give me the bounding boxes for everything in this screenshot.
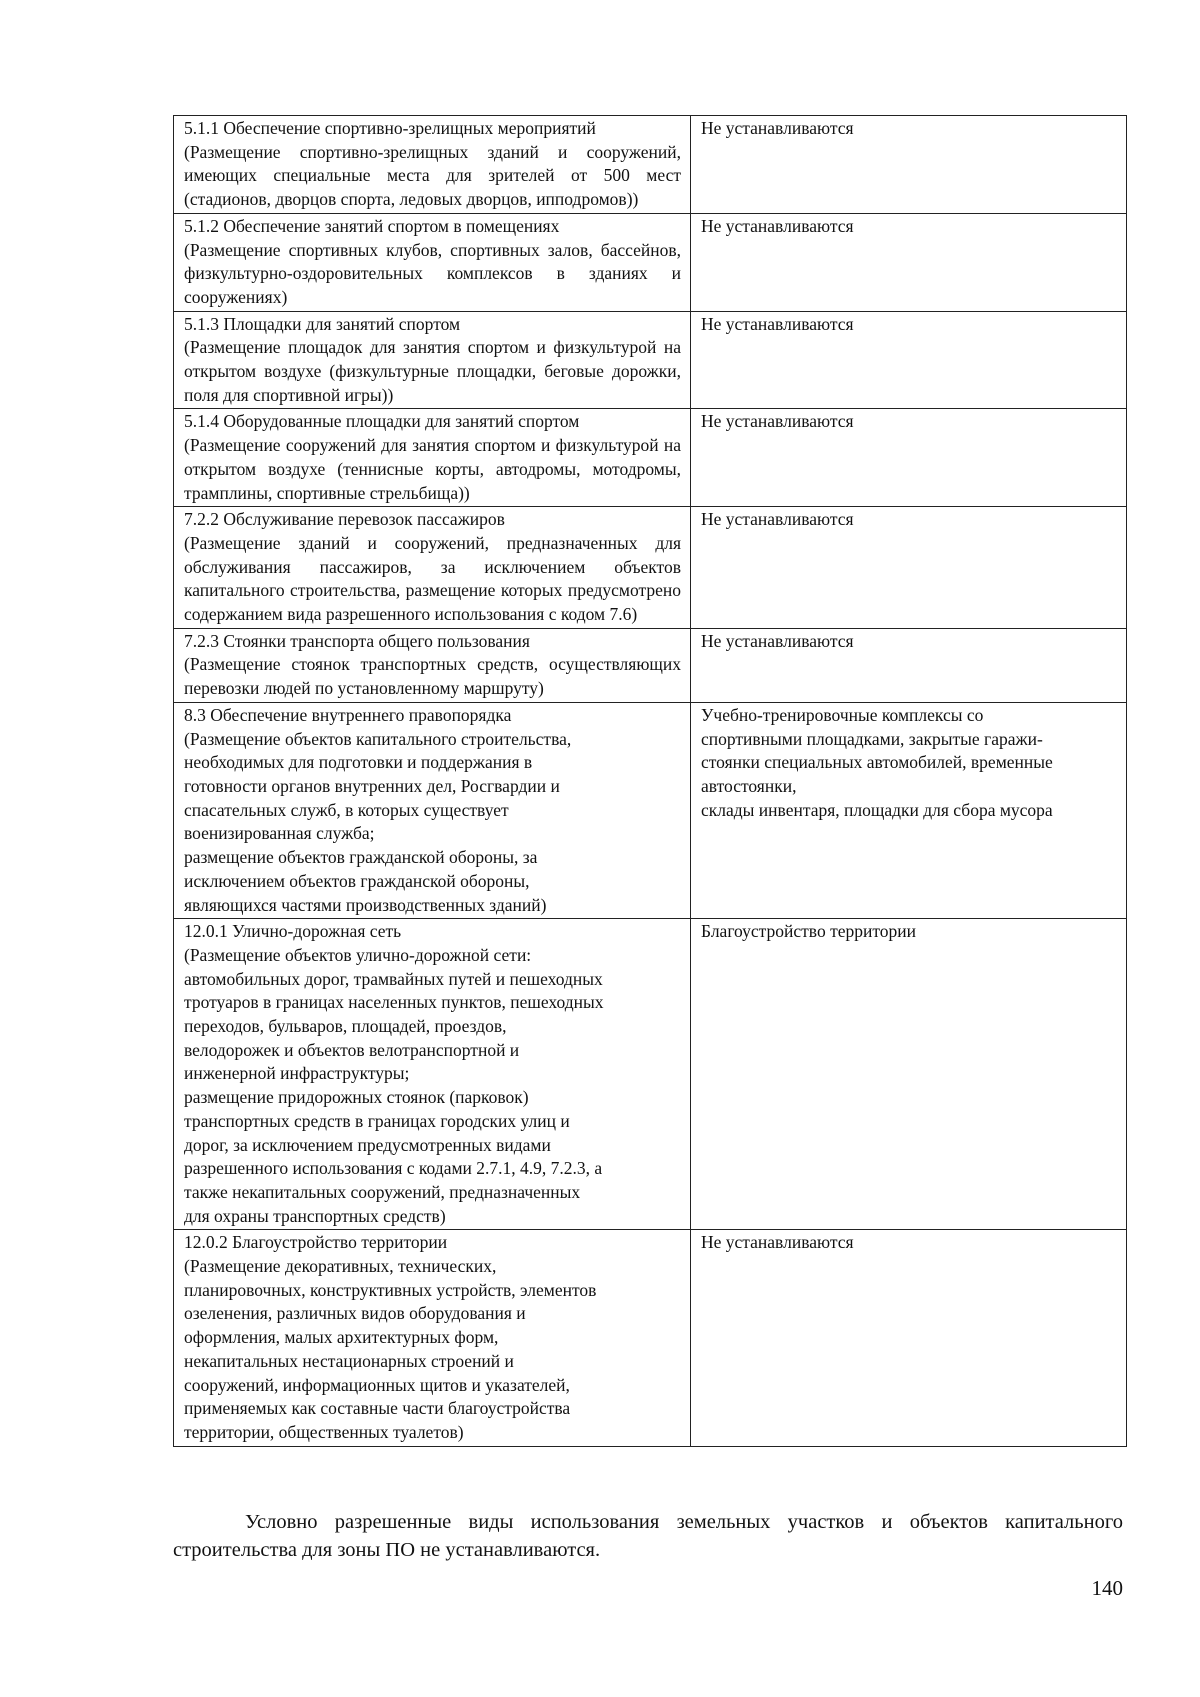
parameters-cell: [691, 116, 1127, 214]
parameters-text: Не устанавливаются: [701, 509, 854, 530]
parameters-cell: [691, 213, 1127, 311]
parameters-text: Не устанавливаются: [701, 411, 854, 432]
land-use-title: 8.3 Обеспечение внутреннего правопорядка: [184, 704, 512, 725]
table-row: [174, 628, 1127, 702]
land-use-title: 5.1.1 Обеспечение спортивно-зрелищных мероприятий: [184, 118, 596, 138]
land-use-description: (Размещение объектов улично-дорожной сети: автомобильных дорог, трамвайных путей и пешеходных тротуаров в границах населенных пунктов, пешеходных переходов, бульваров, площадей, проездов, велодорожек и объектов велотранспортной и инженерной инфраструктуры; размещение придорожных стоянок (парковок) транспортных средств в границах городских улиц и дорог, за исключением предусмотренных видами разрешенного использования с кодами 2.7.1, 4.9, 7.2.3, а также некапитальных сооружений, предназначенных для охраны транспортных средств): [184, 944, 604, 1226]
table-row: [174, 409, 1127, 507]
land-use-title: 7.2.2 Обслуживание перевозок пассажиров: [184, 509, 505, 530]
parameters-cell: [691, 702, 1127, 918]
land-use-cell: [174, 409, 691, 507]
land-use-cell: [174, 628, 691, 702]
land-use-cell: [174, 507, 691, 629]
land-use-cell: [174, 1230, 691, 1446]
parameters-cell: [691, 1230, 1127, 1446]
land-use-title: 12.0.1 Улично-дорожная сеть: [184, 921, 402, 942]
parameters-text: Не устанавливаются: [701, 630, 854, 651]
land-use-title: 5.1.2 Обеспечение занятий спортом в помещениях: [184, 215, 560, 236]
parameters-text: Не устанавливаются: [701, 118, 854, 138]
land-use-title: 5.1.4 Оборудованные площадки для занятий спортом: [184, 411, 580, 432]
parameters-text: Не устанавливаются: [701, 215, 854, 236]
land-use-description: (Размещение декоративных, технических, планировочных, конструктивных устройств, элементов озеленения, различных видов оборудования и оформления, малых архитектурных форм, некапитальных нестационарных строений и сооружений, информационных щитов и указателей, применяемых как составные части благоустройства территории, общественных туалетов): [184, 1256, 597, 1442]
parameters-text: Учебно-тренировочные комплексы со спортивными площадками, закрытые гаражи- стоянки специальных автомобилей, временные автостоянки, склады инвентаря, площадки для сбора мусора: [701, 704, 1053, 820]
conditional-use-note: Условно разрешенные виды использования земельных участков и объектов капитального строительства для зоны ПО не устанавливаются.: [173, 1511, 1123, 1561]
land-use-table: [173, 115, 1127, 1447]
land-use-cell: [174, 213, 691, 311]
land-use-cell: [174, 702, 691, 918]
table-row: [174, 1230, 1127, 1446]
land-use-description: (Размещение стоянок транспортных средств, осуществляющих перевозки людей по установленному маршруту): [184, 654, 681, 699]
land-use-cell: [174, 311, 691, 409]
land-use-description: (Размещение площадок для занятия спортом и физкультурой на открытом воздухе (физкультурные площадки, беговые дорожки, поля для спортивной игры)): [184, 337, 681, 405]
land-use-description: (Размещение спортивно-зрелищных зданий и сооружений, имеющих специальные места для зрителей от 500 мест (стадионов, дворцов спорта, ледовых дворцов, ипподромов)): [184, 141, 681, 210]
parameters-text: Благоустройство территории: [701, 921, 916, 942]
parameters-cell: [691, 628, 1127, 702]
parameters-text: Не устанавливаются: [701, 313, 854, 334]
land-use-cell: [174, 919, 691, 1230]
land-use-description: (Размещение объектов капитального строительства, необходимых для подготовки и поддержания в готовности органов внутренних дел, Росгвардии и спасательных служб, в которых существует военизированная служба; размещение объектов гражданской обороны, за исключением объектов гражданской обороны, являющихся частями производственных зданий): [184, 728, 572, 915]
land-use-title: 7.2.3 Стоянки транспорта общего пользования: [184, 630, 530, 651]
land-use-title: 5.1.3 Площадки для занятий спортом: [184, 313, 461, 334]
land-use-description: (Размещение зданий и сооружений, предназначенных для обслуживания пассажиров, за исключением объектов капитального строительства, размещение которых предусмотрено содержанием вида разрешенного использования с кодом 7.6): [184, 532, 681, 625]
land-use-title: 12.0.2 Благоустройство территории: [184, 1232, 448, 1253]
page-number: 140: [1091, 1576, 1123, 1600]
table-row: [174, 116, 1127, 214]
parameters-cell: [691, 507, 1127, 629]
table-row: [174, 213, 1127, 311]
table-row: [174, 311, 1127, 409]
parameters-cell: [691, 311, 1127, 409]
table-row: [174, 702, 1127, 918]
land-use-description: (Размещение спортивных клубов, спортивных залов, бассейнов, физкультурно-оздоровительных комплексов в зданиях и сооружениях): [184, 239, 681, 307]
table-row: [174, 919, 1127, 1230]
parameters-cell: [691, 919, 1127, 1230]
parameters-cell: [691, 409, 1127, 507]
table-row: [174, 507, 1127, 629]
land-use-cell: [174, 116, 691, 214]
parameters-text: Не устанавливаются: [701, 1232, 854, 1253]
land-use-description: (Размещение сооружений для занятия спортом и физкультурой на открытом воздухе (теннисные корты, автодромы, мотодромы, трамплины, спортивные стрельбища)): [184, 435, 681, 503]
